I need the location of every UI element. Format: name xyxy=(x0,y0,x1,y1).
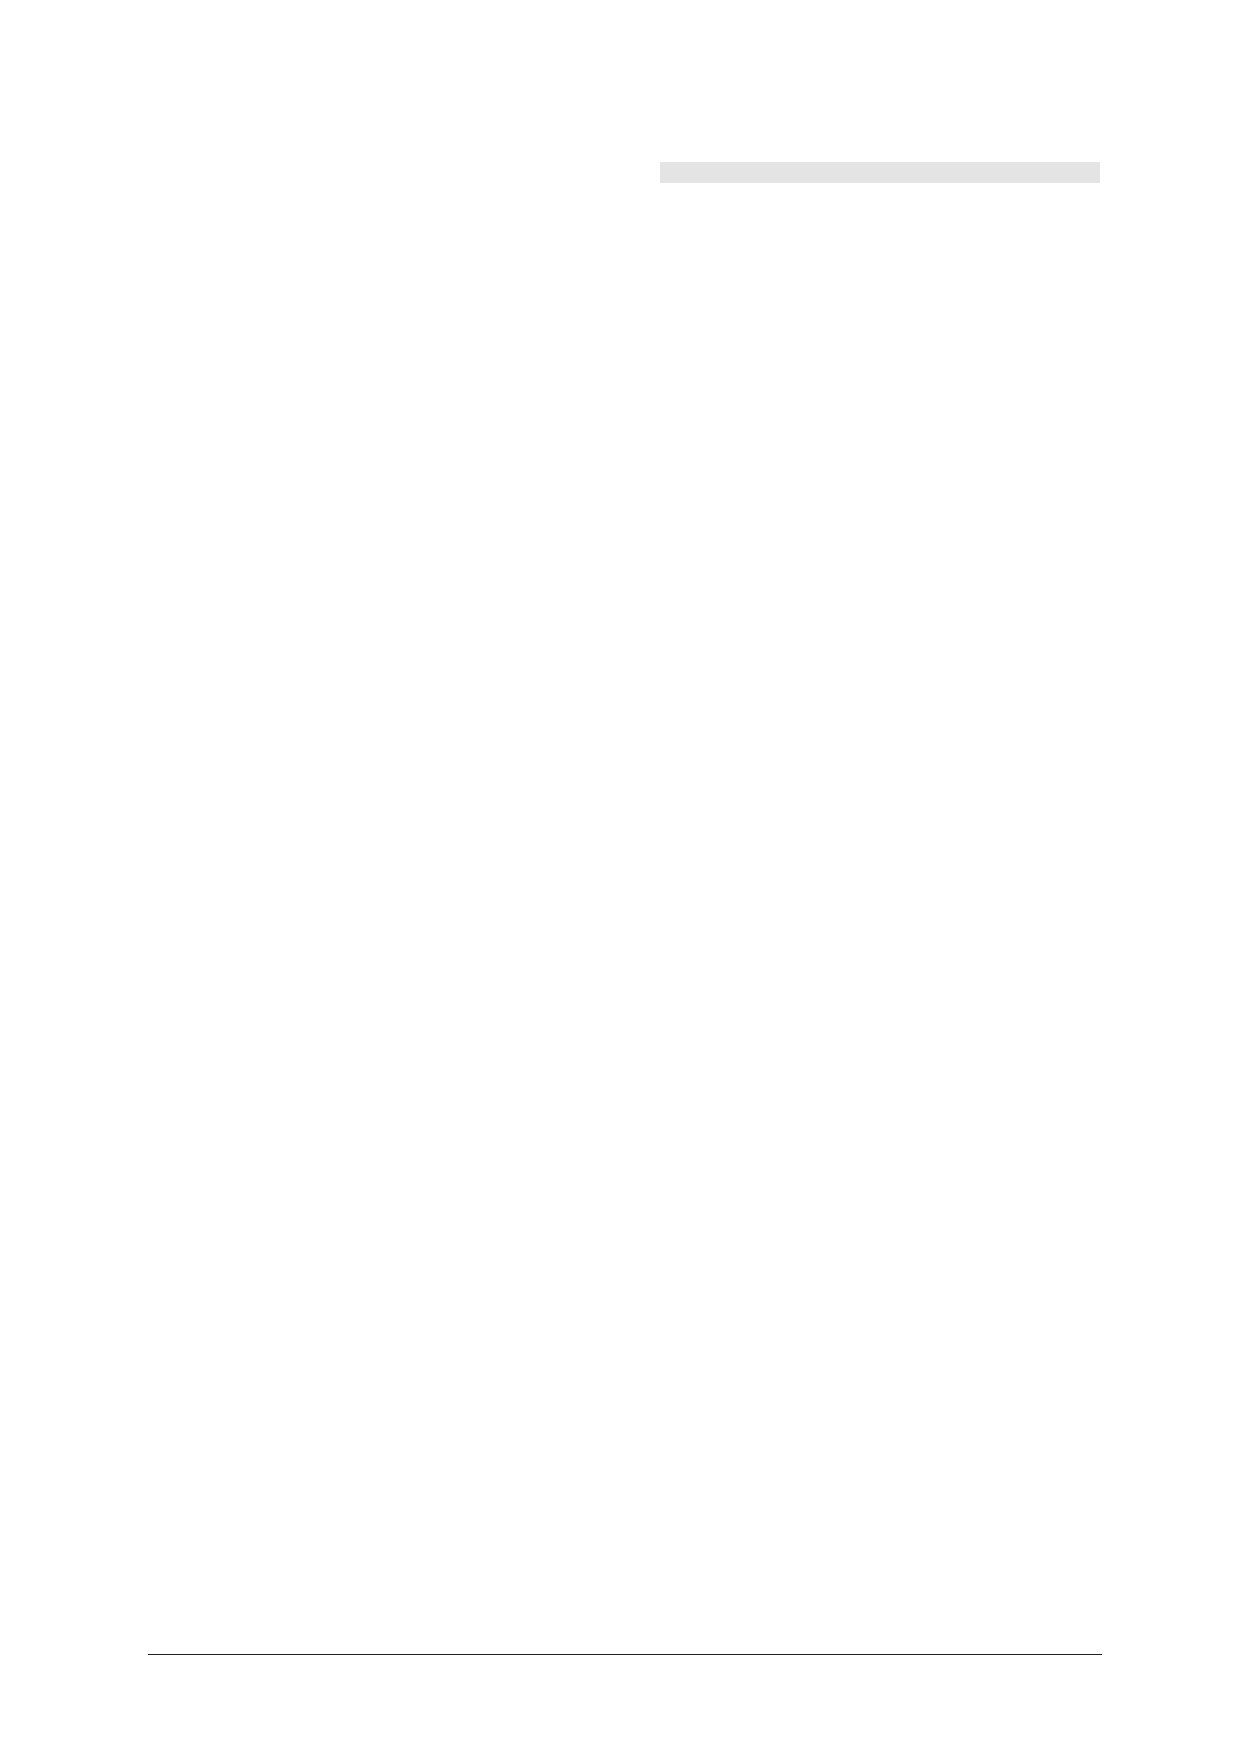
right-column xyxy=(660,148,1100,194)
left-column xyxy=(148,148,588,159)
motion-text-box xyxy=(660,162,1100,183)
footer-divider xyxy=(148,1654,1102,1655)
